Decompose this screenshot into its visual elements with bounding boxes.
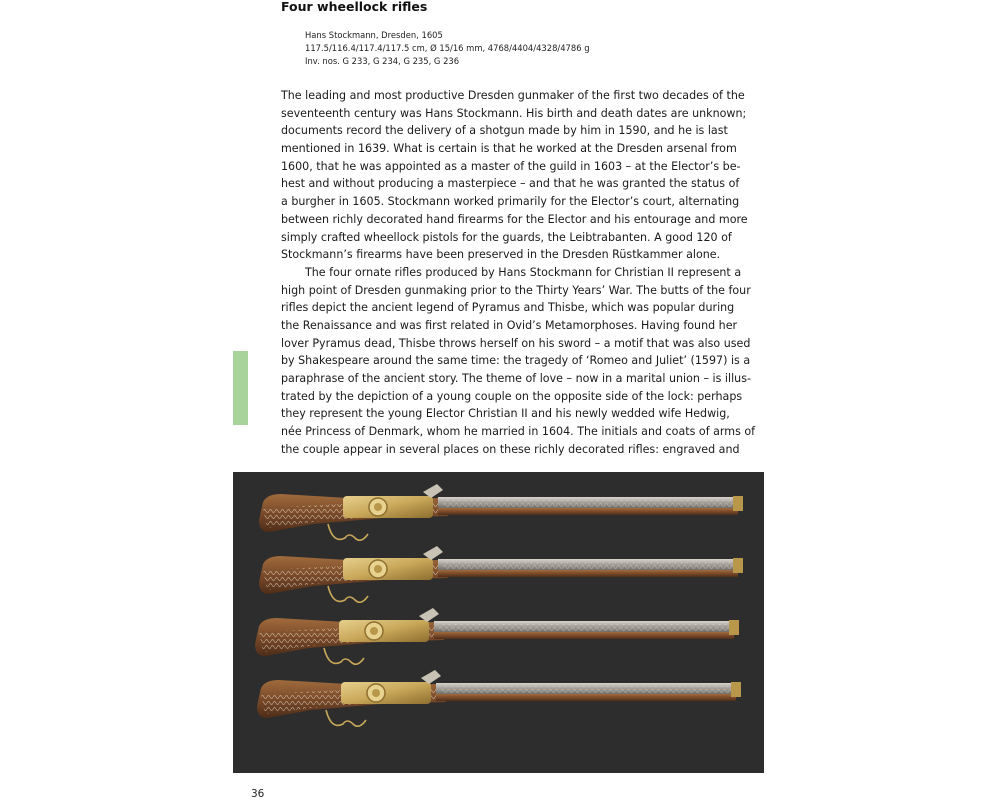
body-text <box>281 87 756 458</box>
rifle-4 <box>257 670 741 726</box>
text-line: high point of Dresden gunmaking prior to the Thirty Years’ War. The butts of the four <box>281 283 751 297</box>
text-line: Stockmann’s firearms have been preserved in the Dresden Rüstkammer alone. <box>281 248 721 262</box>
paragraph-2 <box>281 264 756 459</box>
text-line: seventeenth century was Hans Stockmann. His birth and death dates are unknown; <box>281 106 747 120</box>
article-title: Four wheellock rifles <box>281 0 428 14</box>
text-line: lover Pyramus dead, Thisbe throws herself on his sword – a motif that was also used <box>281 336 751 350</box>
object-caption <box>305 29 590 68</box>
caption-dimensions: 117.5/116.4/117.4/117.5 cm, Ø 15/16 mm, 4768/4404/4328/4786 g <box>305 43 590 53</box>
margin-color-marker <box>233 351 248 425</box>
rifles-illustration <box>233 472 764 773</box>
text-line: documents record the delivery of a shotgun made by him in 1590, and he is last <box>281 124 728 138</box>
text-line: between richly decorated hand firearms for the Elector and his entourage and more <box>281 212 748 226</box>
caption-inventory: Inv. nos. G 233, G 234, G 235, G 236 <box>305 56 460 66</box>
caption-maker: Hans Stockmann, Dresden, 1605 <box>305 30 443 40</box>
paragraph-1 <box>281 87 748 264</box>
text-line: The four ornate rifles produced by Hans Stockmann for Christian II represent a <box>305 265 742 279</box>
text-line: hest and without producing a masterpiece – and that he was granted the status of <box>281 177 740 191</box>
text-line: mentioned in 1639. What is certain is that he worked at the Dresden arsenal from <box>281 142 737 156</box>
page-number: 36 <box>251 788 265 800</box>
text-line: a burgher in 1605. Stockmann worked primarily for the Elector’s court, alternating <box>281 195 740 209</box>
text-line: paraphrase of the ancient story. The theme of love – now in a marital union – is illus- <box>281 372 751 385</box>
text-line: The leading and most productive Dresden gunmaker of the first two decades of the <box>281 89 745 102</box>
text-line: simply crafted wheellock pistols for the guards, the Leibtrabanten. A good 120 of <box>281 230 732 244</box>
text-line: by Shakespeare around the same time: the tragedy of ‘Romeo and Juliet’ (1597) is a <box>281 354 751 368</box>
text-line: rifles depict the ancient legend of Pyramus and Thisbe, which was popular during <box>281 301 735 315</box>
text-line: 1600, that he was appointed as a master of the guild in 1603 – at the Elector’s be- <box>281 159 741 173</box>
text-line: the couple appear in several places on these richly decorated rifles: engraved and <box>281 442 740 456</box>
text-line: née Princess of Denmark, whom he married in 1604. The initials and coats of arms of <box>281 425 756 439</box>
rifle-1 <box>259 484 743 540</box>
rifle-2 <box>259 546 743 602</box>
text-line: the Renaissance and was first related in Ovid’s Metamorphoses. Having found her <box>281 318 738 332</box>
rifle-3 <box>255 608 739 664</box>
text-line: they represent the young Elector Christian II and his newly wedded wife Hedwig, <box>281 407 730 421</box>
text-line: trated by the depiction of a young couple on the opposite side of the lock: perhaps <box>281 389 743 403</box>
rifles-photograph <box>233 472 764 773</box>
